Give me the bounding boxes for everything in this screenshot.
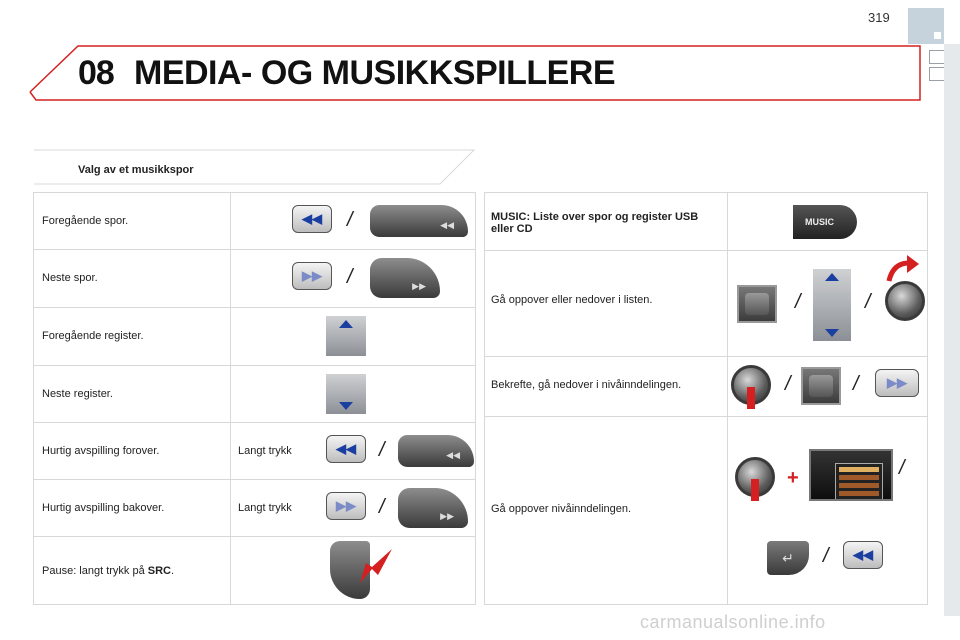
table-row: [485, 357, 927, 417]
previous-track-button: [292, 205, 332, 233]
row-label: Gå oppover nivåinndelingen.: [491, 503, 632, 515]
arrow-down-icon: [339, 402, 353, 410]
separator-slash: /: [347, 209, 353, 231]
row-label: Foregående register.: [42, 330, 144, 342]
section-label: Valg av et musikkspor: [78, 164, 194, 176]
display-screen: [809, 449, 893, 501]
forward-icon: ▶▶: [336, 498, 356, 513]
up-down-button: [813, 269, 851, 341]
rewind-button: [843, 541, 883, 569]
return-button: [767, 541, 809, 575]
rewind-icon: ◀◀: [440, 220, 454, 230]
separator-slash: /: [379, 439, 385, 461]
scroll-toggle: [801, 367, 841, 405]
chapter-number: 08: [78, 54, 114, 92]
press-arrow-icon: [751, 479, 759, 501]
right-control-table: [484, 192, 928, 605]
rotary-knob: [885, 281, 925, 321]
left-control-table: [33, 192, 476, 605]
row-label: MUSIC: Liste over spor og register USB eller CD: [491, 211, 699, 235]
table-row: [34, 537, 475, 604]
steering-stalk-rewind: [398, 435, 474, 467]
scroll-toggle: [737, 285, 777, 323]
steering-stalk-forward: [398, 488, 468, 528]
steering-stalk-forward: [370, 258, 440, 298]
separator-slash: /: [853, 373, 859, 395]
return-icon: ↵: [782, 549, 794, 566]
music-button-label: MUSIC: [805, 217, 834, 227]
press-arrow-icon: [747, 387, 755, 409]
row-label: Neste spor.: [42, 272, 98, 284]
table-row: [34, 366, 475, 423]
fast-rewind-button: [326, 492, 366, 520]
section-frame: [0, 140, 480, 192]
forward-icon: ▶▶: [887, 375, 907, 390]
next-track-button: [292, 262, 332, 290]
watermark: carmanualsonline.info: [640, 612, 826, 632]
forward-icon: ▶▶: [440, 511, 454, 521]
previous-folder-button: [326, 316, 366, 356]
row-label: Neste register.: [42, 388, 113, 400]
rewind-icon: ◀◀: [302, 211, 322, 226]
menu-list: [835, 463, 883, 501]
side-rule: [944, 44, 960, 616]
row-label: Gå oppover eller nedover i listen.: [491, 294, 653, 306]
music-button: [793, 205, 857, 239]
table-row: [34, 250, 475, 308]
table-row: [34, 193, 475, 250]
steering-stalk-rewind: [370, 205, 468, 237]
plus-sign: +: [787, 467, 799, 489]
row-label: Bekrefte, gå nedover i nivåinndelingen.: [491, 379, 682, 391]
forward-button: [875, 369, 919, 397]
rewind-icon: ◀◀: [446, 450, 460, 460]
arrow-up-icon: [825, 273, 839, 281]
row-label: Foregående spor.: [42, 215, 129, 227]
separator-slash: /: [823, 545, 829, 567]
table-row: [34, 480, 475, 537]
table-row: [485, 251, 927, 357]
arrow-down-icon: [825, 329, 839, 337]
long-press-note: Langt trykk: [238, 502, 292, 514]
rewind-icon: ◀◀: [336, 441, 356, 456]
table-row: [485, 193, 927, 251]
long-press-note: Langt trykk: [238, 445, 292, 457]
forward-icon: ▶▶: [412, 281, 426, 291]
separator-slash: /: [379, 496, 385, 518]
table-row: [485, 417, 927, 604]
page-number: 319: [868, 10, 890, 25]
separator-slash: /: [795, 291, 801, 313]
next-folder-button: [326, 374, 366, 414]
forward-icon: ▶▶: [302, 268, 322, 283]
rotate-arrow-icon: [885, 255, 919, 283]
separator-slash: /: [347, 266, 353, 288]
separator-slash: /: [899, 457, 905, 479]
row-label: Pause: langt trykk på SRC.: [42, 565, 175, 577]
row-label: Hurtig avspilling forover.: [42, 445, 160, 457]
table-row: [34, 423, 475, 480]
arrow-up-icon: [339, 320, 353, 328]
separator-slash: /: [785, 373, 791, 395]
row-label: Hurtig avspilling bakover.: [42, 502, 165, 514]
fast-forward-button: [326, 435, 366, 463]
table-row: [34, 308, 475, 366]
press-arrow-icon: [356, 547, 396, 587]
separator-slash: /: [865, 291, 871, 313]
chapter-title: MEDIA- OG MUSIKKSPILLERE: [134, 54, 616, 92]
rewind-icon: ◀◀: [853, 547, 873, 562]
